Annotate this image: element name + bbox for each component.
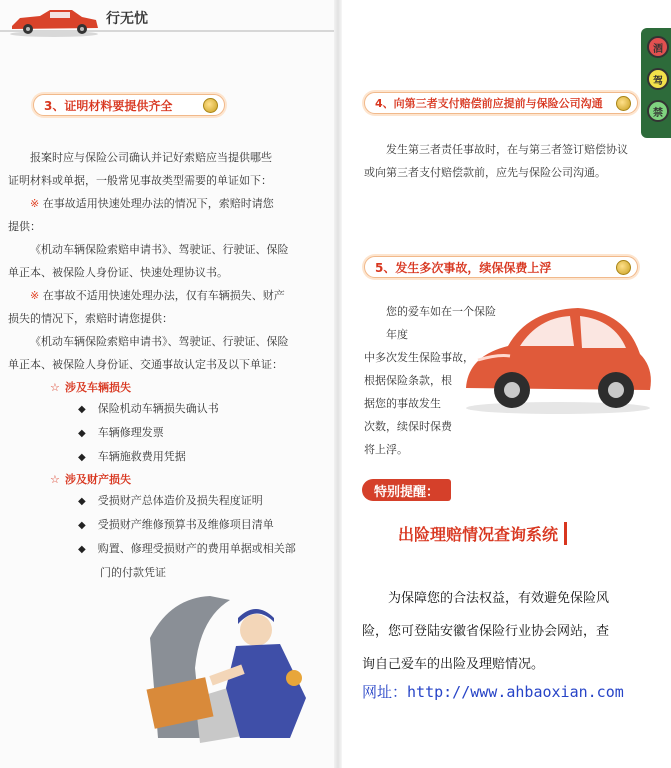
- diamond-bullet-icon: ◆: [78, 404, 86, 415]
- section4-title-text: 4、向第三者支付赔偿前应提前与保险公司沟通: [375, 97, 603, 110]
- diamond-bullet-icon: ◆: [78, 544, 86, 555]
- section4-title: [364, 92, 638, 114]
- list-item: ◆ 保险机动车辆损失确认书: [78, 402, 219, 415]
- property-loss-list: [78, 489, 328, 584]
- bullet-dot-icon: [616, 96, 631, 111]
- light-icon: 驾: [647, 68, 669, 90]
- case1-line: 在事故适用快速处理办法的情况下，索赔时请您: [42, 197, 274, 210]
- section5-line: 中多次发生保险事故，: [364, 351, 474, 364]
- list-item: ◆ 购置、修理受损财产的费用单据或相关部: [78, 542, 296, 555]
- diamond-bullet-icon: ◆: [78, 452, 86, 463]
- website-line: [362, 681, 624, 702]
- light-icon: 禁: [647, 100, 669, 122]
- diamond-bullet-icon: ◆: [78, 428, 86, 439]
- intro-line: 证明材料或单据，一般常见事故类型需要的单证如下：: [8, 174, 272, 187]
- vehicle-loss-title: 涉及车辆损失: [64, 381, 131, 394]
- case1-line: 单正本、被保险人身份证、快速处理协议书。: [8, 266, 228, 279]
- bullet-dot-icon: [203, 98, 218, 113]
- star-outline-icon: ☆: [50, 381, 60, 394]
- list-item-continued: 门的付款凭证: [100, 566, 166, 579]
- case1-line: 提供：: [8, 220, 41, 233]
- list-item: ◆ 车辆修理发票: [78, 426, 164, 439]
- case2-text: [8, 284, 320, 376]
- red-car-illustration: [458, 296, 658, 416]
- header-title: 行无忧: [106, 11, 148, 27]
- list-item: ◆ 受损财产维修预算书及维修项目清单: [78, 518, 274, 531]
- section5-line: 次数，续保时保费: [364, 420, 452, 433]
- header-car-icon: [6, 4, 102, 38]
- closing-line: 询自己爱车的出险及理赔情况。: [362, 657, 545, 672]
- star-outline-icon: ☆: [50, 473, 60, 486]
- mechanic-illustration: [140, 578, 320, 748]
- diamond-bullet-icon: ◆: [78, 520, 86, 531]
- property-loss-heading: [50, 468, 131, 487]
- case2-line: 损失的情况下，索赔时请您提供：: [8, 312, 173, 325]
- list-item: ◆ 车辆施救费用凭据: [78, 450, 186, 463]
- website-link[interactable]: http://www.ahbaoxian.com: [407, 683, 624, 701]
- section3-title: [33, 94, 225, 116]
- bullet-dot-icon: [616, 260, 631, 275]
- section3-title-text: 3、证明材料要提供齐全: [44, 98, 173, 113]
- section5-title-text: 5、发生多次事故，续保保费上浮: [375, 260, 552, 275]
- section4-line: 发生第三者责任事故时，在与第三者签订赔偿协议: [386, 143, 628, 156]
- intro-text: [8, 146, 318, 192]
- website-label: 网址：: [362, 683, 408, 701]
- query-system-title: 出险理赔情况查询系统: [398, 522, 567, 545]
- intro-line: 报案时应与保险公司确认并记好索赔应当提供哪些: [30, 151, 272, 164]
- section4-body: [364, 138, 639, 184]
- case2-line: 在事故不适用快速处理办法，仅有车辆损失、财产: [42, 289, 285, 302]
- case2-line: 单正本、被保险人身份证、交通事故认定书及以下单证：: [8, 358, 283, 371]
- closing-text: [362, 582, 652, 681]
- closing-line: 险，您可登陆安徽省保险行业协会网站，查: [362, 624, 610, 639]
- section5-line: 据您的事故发生: [364, 397, 441, 410]
- diamond-bullet-icon: ◆: [78, 496, 86, 507]
- property-loss-title: 涉及财产损失: [64, 473, 131, 486]
- section5-line: 您的爱车如在一个保险年度: [386, 305, 496, 341]
- section4-line: 或向第三者支付赔偿款前，应先与保险公司沟通。: [364, 166, 606, 179]
- closing-line: 为保障您的合法权益，有效避免保险风: [388, 591, 610, 606]
- case2-line: 《机动车辆保险索赔申请书》、驾驶证、行驶证、保险: [30, 335, 289, 348]
- section5-line: 将上浮。: [364, 443, 408, 456]
- special-reminder-label: 特别提醒：: [362, 479, 451, 501]
- list-item: ◆ 受损财产总体造价及损失程度证明: [78, 494, 263, 507]
- vehicle-loss-heading: [50, 376, 131, 395]
- case1-text: [8, 192, 320, 284]
- light-icon: 酒: [647, 36, 669, 58]
- vehicle-loss-list: [78, 397, 318, 469]
- section5-line: 根据保险条款，根: [364, 374, 452, 387]
- star-icon: ※: [30, 197, 40, 210]
- section5-title: [364, 256, 638, 278]
- case1-line: 《机动车辆保险索赔申请书》、驾驶证、行驶证、保险: [30, 243, 289, 256]
- page-spine: [334, 0, 342, 768]
- star-icon: ※: [30, 289, 40, 302]
